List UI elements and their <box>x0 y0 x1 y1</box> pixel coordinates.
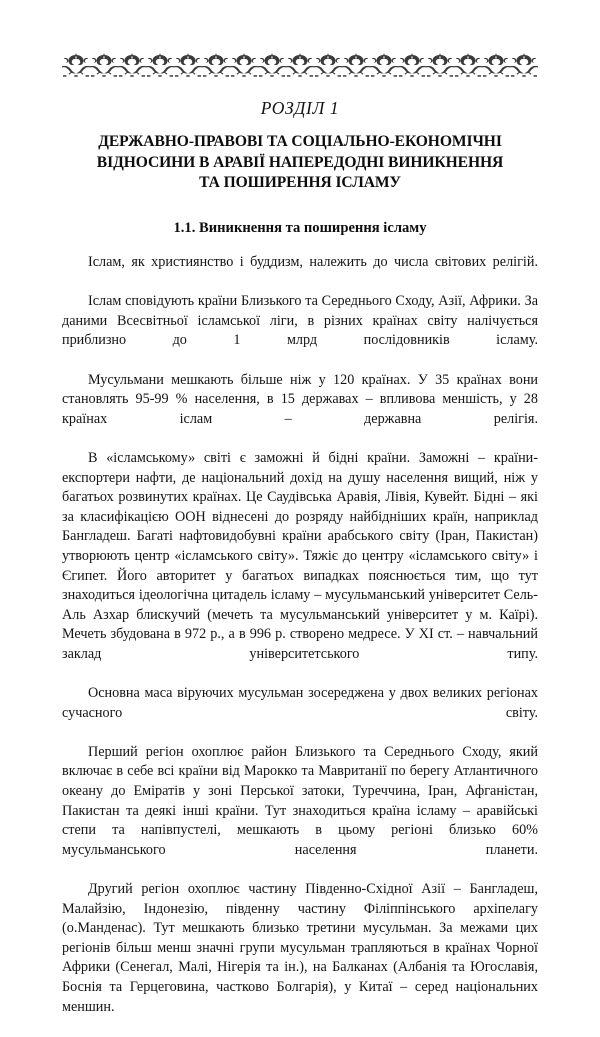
paragraph: Мусульмани мешкають більше ніж у 120 країнах. У 35 країнах вони становлять 95-99 % населення, в 15 державах – впливова меншість, у 28 країнах іслам – державна релігія. <box>62 371 538 427</box>
paragraph: Перший регіон охоплює район Близького та Середнього Сходу, який включає в себе всі країни від Марокко та Мавританії по берегу Атлантичного океану до Еміратів у зоні Перської затоки, Туреччина, Іран, Афганістан, Пакистан та деякі інші країни. Тут знаходиться країна ісламу – аравійські степи та напівпустелі, мешкають в цьому регіоні близько 60% мусульманського населення планети. <box>62 743 538 858</box>
paragraph: Основна маса віруючих мусульман зосереджена у двох великих регіонах сучасного світу. <box>62 685 538 721</box>
body-text <box>62 253 538 1037</box>
paragraph: В «ісламському» світі є заможні й бідні країни. Заможні – країни-експортери нафти, де національний дохід на душу населення вищий, ніж у багатьох розвинутих країнах. Це Саудівська Аравія, Лівія, Кувейт. Бідні – які за класифікацією ООН віднесені до розряду найбідніших країн, наприклад Бангладеш. Багаті нафтовидобувні країни арабського світу (Іран, Пакистан) утворюють центр «ісламського світу». Тяжіє до центру «ісламського світу» і Єгипет. Його авторитет у багатьох випадках пояснюється тим, що тут знаходиться ідеологічна цитадель ісламу – мусульманський університет Сель-Аль Азхар блискучий (мечеть та мусульманський університет у м. Каїрі). Мечеть збудована в 972 р., а в 996 р. створено медресе. У XI ст. – навчальний заклад університетського типу. <box>62 449 538 662</box>
paragraph: Іслам сповідують країни Близького та Середнього Сходу, Азії, Африки. За даними Всесвітньої ісламської ліги, в різних країнах світу налічується приблизно до 1 млрд послідовників ісламу. <box>62 293 538 349</box>
chapter-label: РОЗДІЛ 1 <box>260 98 340 118</box>
page-title <box>62 132 538 194</box>
page-title-line-1: ДЕРЖАВНО-ПРАВОВІ ТА СОЦІАЛЬНО-ЕКОНОМІЧНІ <box>98 133 502 150</box>
ornamental-divider-icon <box>62 52 538 78</box>
section-heading: 1.1. Виникнення та поширення ісламу <box>173 220 427 236</box>
paragraph: Другий регіон охоплює частину Південно-Східної Азії – Бангладеш, Малайзію, Індонезію, південну частину Філіппінського архіпелагу (о.Манденас). Тут мешкають близько третини мусульман. За межами цих регіонів більш менш значні групи мусульман трапляються в країнах Чорної Африки (Сенегал, Малі, Нігерія та ін.), на Балканах (Албанія та Югославія, Боснія та Герцеговина, частково Болгарія), у Китаї – серед національних меншин. <box>62 881 538 1015</box>
page-title-line-2: ВІДНОСИНИ В АРАВІЇ НАПЕРЕДОДНІ ВИНИКНЕННЯ <box>96 153 504 171</box>
page-title-line-3: ТА ПОШИРЕННЯ ІСЛАМУ <box>199 174 401 191</box>
paragraph: Іслам, як християнство і буддизм, належить до числа світових релігій. <box>88 254 538 270</box>
